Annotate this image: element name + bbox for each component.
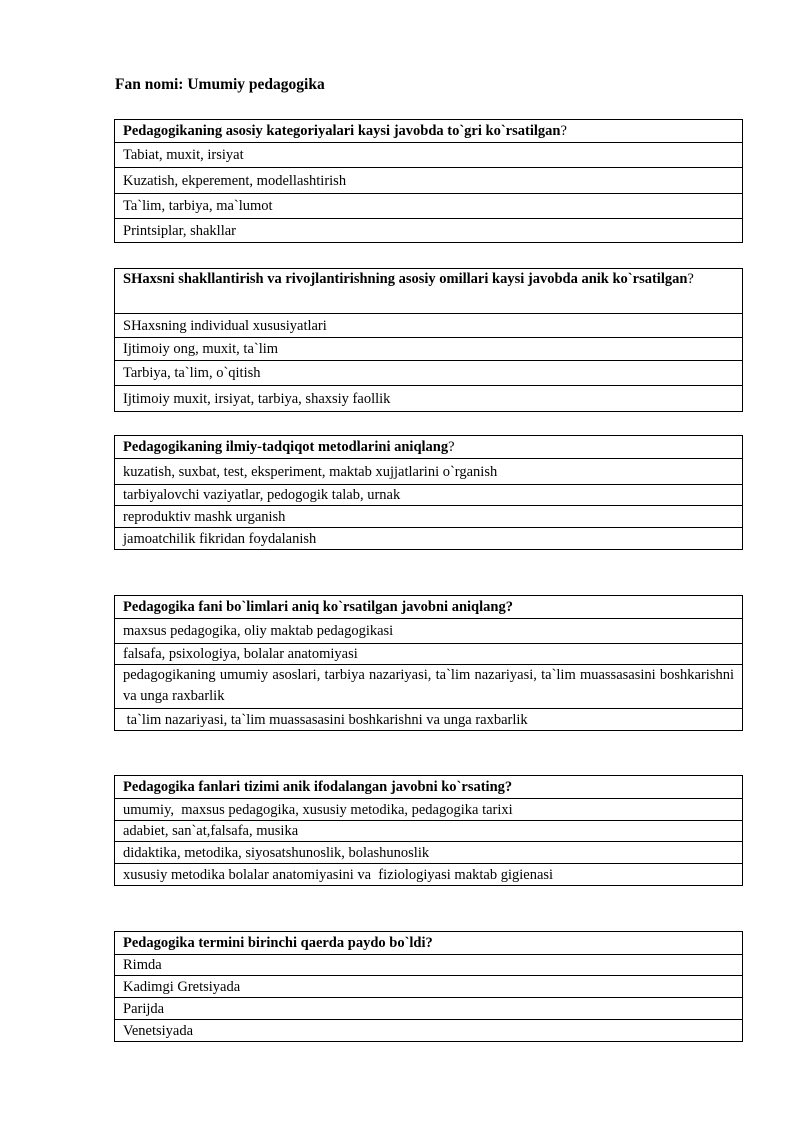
answer-option: Kadimgi Gretsiyada — [115, 975, 742, 997]
answer-option: xususiy metodika bolalar anatomiyasini va fiziologiyasi maktab gigienasi — [115, 863, 742, 885]
answer-option: didaktika, metodika, siyosatshunoslik, bolashunoslik — [115, 841, 742, 863]
question-mark: ? — [687, 271, 694, 287]
answer-option: Rimda — [115, 954, 742, 975]
answer-option: maxsus pedagogika, oliy maktab pedagogikasi — [115, 618, 742, 643]
question-block-4 — [114, 595, 743, 731]
question-text — [115, 269, 742, 313]
answer-option: Tarbiya, ta`lim, o`qitish — [115, 360, 742, 385]
question-text — [115, 436, 742, 458]
question-text — [115, 932, 742, 954]
answer-option: Tabiat, muxit, irsiyat — [115, 142, 742, 167]
answer-option: tarbiyalovchi vaziyatlar, pedogogik talab, urnak — [115, 484, 742, 505]
question-block-5 — [114, 775, 743, 886]
question-mark: ? — [448, 439, 455, 455]
answer-option: Ijtimoiy muxit, irsiyat, tarbiya, shaxsiy faollik — [115, 385, 742, 411]
answer-option: SHaxsning individual xususiyatlari — [115, 313, 742, 337]
question-text — [115, 776, 742, 798]
answer-option: pedagogikaning umumiy asoslari, tarbiya nazariyasi, ta`lim nazariyasi, ta`lim muassasasini boshkarishni va unga raxbarlik — [115, 664, 742, 708]
question-bold-text: Pedagogikaning ilmiy-tadqiqot metodlarini aniqlang — [123, 439, 449, 455]
answer-option: Printsiplar, shakllar — [115, 218, 742, 242]
question-bold-text: Pedagogika fani bo`limlari aniq ko`rsatilgan javobni aniqlang? — [123, 599, 513, 615]
subject-title: Fan nomi: Umumiy pedagogika — [115, 76, 325, 93]
question-text — [115, 596, 742, 618]
answer-option: adabiet, san`at,falsafa, musika — [115, 820, 742, 841]
answer-option: falsafa, psixologiya, bolalar anatomiyasi — [115, 643, 742, 664]
answer-option: reproduktiv mashk urganish — [115, 505, 742, 527]
answer-option: ta`lim nazariyasi, ta`lim muassasasini boshkarishni va unga raxbarlik — [115, 708, 742, 730]
question-bold-text: Pedagogika termini birinchi qaerda paydo bo`ldi? — [123, 935, 433, 951]
answer-option: kuzatish, suxbat, test, eksperiment, maktab xujjatlarini o`rganish — [115, 458, 742, 484]
question-block-1 — [114, 119, 743, 243]
answer-option: Venetsiyada — [115, 1019, 742, 1041]
answer-option: Ijtimoiy ong, muxit, ta`lim — [115, 337, 742, 360]
question-bold-text: Pedagogikaning asosiy kategoriyalari kaysi javobda to`gri ko`rsatilgan — [123, 123, 561, 139]
answer-option: Kuzatish, ekperement, modellashtirish — [115, 167, 742, 193]
question-text — [115, 120, 742, 142]
answer-option: umumiy, maxsus pedagogika, xususiy metodika, pedagogika tarixi — [115, 798, 742, 820]
question-bold-text: Pedagogika fanlari tizimi anik ifodalangan javobni ko`rsating? — [123, 779, 513, 795]
question-block-2 — [114, 268, 743, 412]
answer-option: Ta`lim, tarbiya, ma`lumot — [115, 193, 742, 218]
question-bold-text: SHaxsni shakllantirish va rivojlantirishning asosiy omillari kaysi javobda anik ko`rsatilgan — [123, 271, 688, 287]
question-block-3 — [114, 435, 743, 550]
answer-option: jamoatchilik fikridan foydalanish — [115, 527, 742, 549]
answer-option: Parijda — [115, 997, 742, 1019]
question-mark: ? — [560, 123, 567, 139]
question-block-6 — [114, 931, 743, 1042]
